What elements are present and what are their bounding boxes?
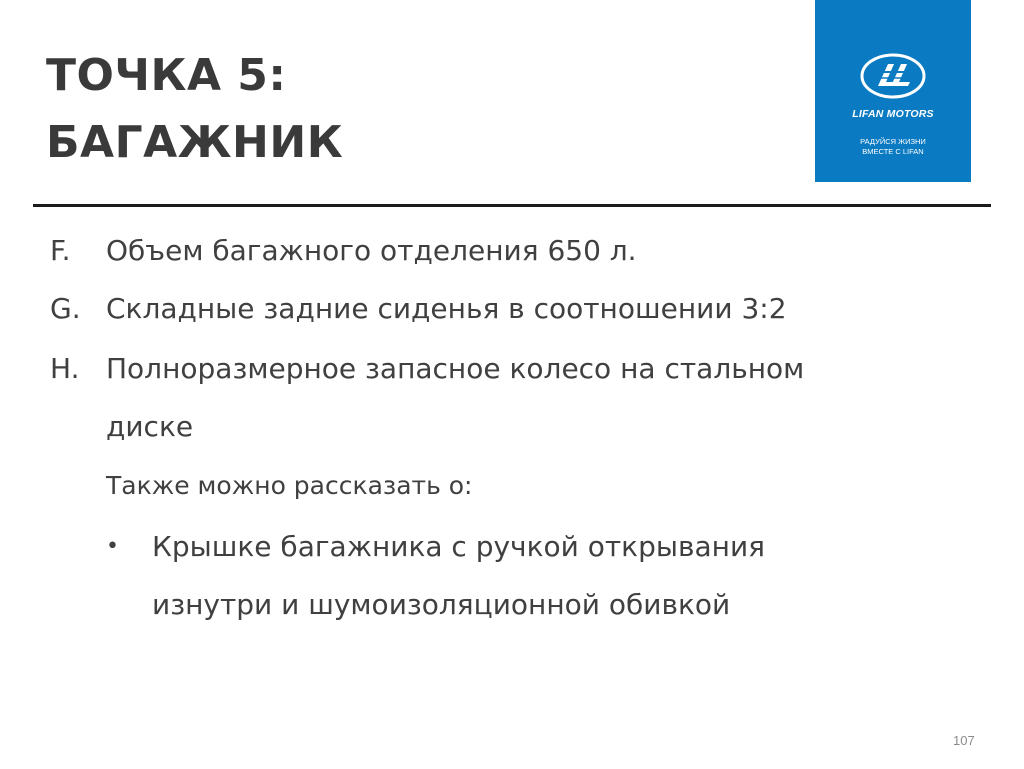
list-item <box>50 340 990 456</box>
logo-slogan <box>815 137 971 157</box>
slide-title <box>46 42 343 176</box>
title-line-1: ТОЧКА 5: <box>46 50 287 101</box>
list-item-text: Складные задние сиденья в соотношении 3:2 <box>106 292 787 325</box>
list-item-text <box>106 340 804 456</box>
bullet-marker: • <box>106 534 119 559</box>
slide-body <box>50 222 990 621</box>
list-item-label: G. <box>50 292 81 325</box>
list-item <box>50 222 990 280</box>
list-item-text-line-1: Полноразмерное запасное колесо на стальном <box>106 352 805 385</box>
list-item-text: Объем багажного отделения 650 л. <box>106 234 637 267</box>
logo-slogan-line-2: ВМЕСТЕ С LIFAN <box>862 147 924 156</box>
list-item <box>50 280 990 340</box>
logo-brand-text: LIFAN MOTORS <box>852 108 934 120</box>
bullet-text-line-2: изнутри и шумоизоляционной обивкой <box>152 588 731 621</box>
logo-slogan-line-1: РАДУЙСЯ ЖИЗНИ <box>860 137 926 146</box>
title-divider <box>33 204 991 207</box>
title-line-2: БАГАЖНИК <box>46 117 344 168</box>
list-item-label: F. <box>50 234 71 267</box>
list-item-text-line-2: диске <box>106 410 194 443</box>
list-item-label: H. <box>50 352 80 385</box>
page-number: 107 <box>953 733 975 748</box>
sub-heading: Также можно рассказать о: <box>106 471 473 500</box>
bullet-text <box>152 518 765 634</box>
lifan-logo-panel <box>815 0 971 182</box>
bullet-text-line-1: Крышке багажника с ручкой открывания <box>152 530 765 563</box>
